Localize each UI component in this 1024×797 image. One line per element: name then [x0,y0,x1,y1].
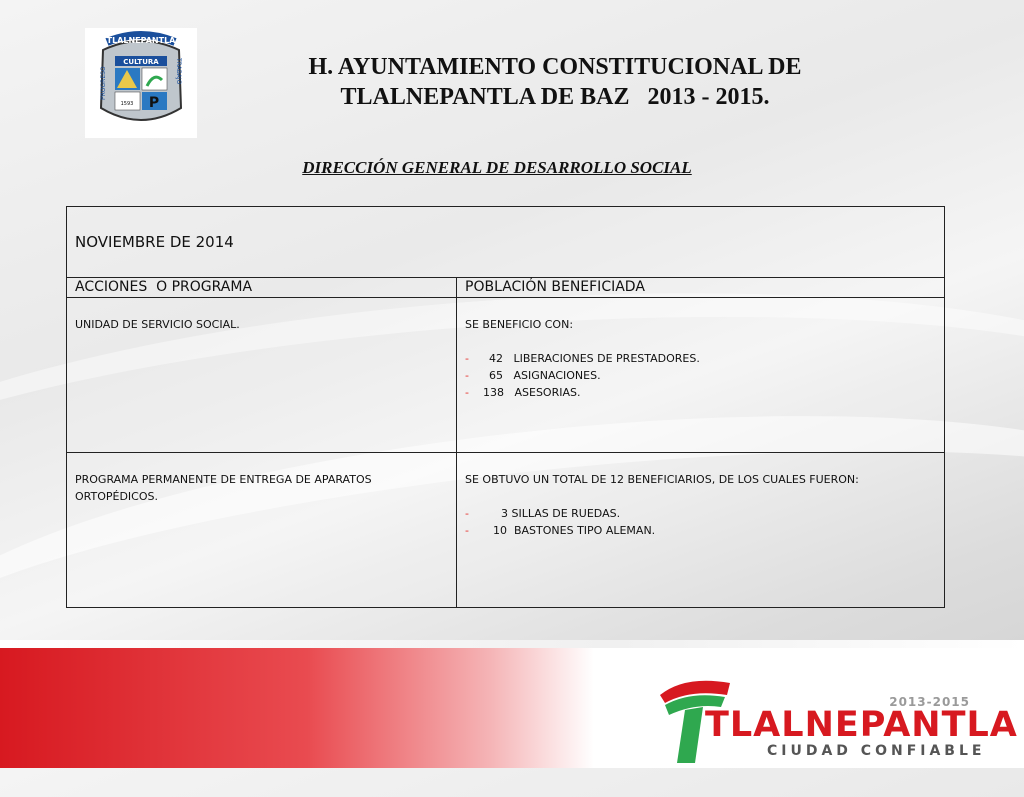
beneficiaries-intro: SE BENEFICIO CON: [465,318,574,331]
list-item: - 42 LIBERACIONES DE PRESTADORES. [465,352,700,365]
title-line-1: H. AYUNTAMIENTO CONSTITUCIONAL DE [308,54,802,80]
svg-text:P: P [148,95,160,111]
municipal-seal-logo [85,28,197,138]
action-cell: PROGRAMA PERMANENTE DE ENTREGA DE APARATOS ORTOPÉDICOS. [67,453,457,608]
page-title [230,52,880,112]
logo-period: 2013-2015 [889,695,970,709]
beneficiaries-cell [457,453,945,608]
column-header-actions: ACCIONES O PROGRAMA [67,278,457,298]
dash-bullet-icon: - [465,369,469,382]
list-item: - 138 ASESORIAS. [465,386,581,399]
column-header-population: POBLACIÓN BENEFICIADA [457,278,945,298]
list-item: - 3 SILLAS DE RUEDAS. [465,507,621,520]
logo-tagline: CIUDAD CONFIABLE [767,743,986,759]
dash-bullet-icon: - [465,507,469,520]
title-line-2: TLALNEPANTLA DE BAZ 2013 - 2015. [340,84,770,110]
action-cell: UNIDAD DE SERVICIO SOCIAL. [67,298,457,453]
beneficiaries-intro: SE OBTUVO UN TOTAL DE 12 BENEFICIARIOS, DE LOS CUALES FUERON: [465,473,859,486]
seal-right-text: TRABAJO [175,58,182,85]
department-subtitle: DIRECCIÓN GENERAL DE DESARROLLO SOCIAL [302,158,692,177]
month-cell: NOVIEMBRE DE 2014 [67,207,945,278]
beneficiaries-cell [457,298,945,453]
dash-bullet-icon: - [465,352,469,365]
seal-band-text: CULTURA [123,58,159,66]
seal-date: 1593 [120,101,134,107]
seal-top-text: TLALNEPANTLA [106,36,176,45]
seal-left-text: PROGRESO [100,66,107,100]
dash-bullet-icon: - [465,386,469,399]
tlalnepantla-logo [655,665,1018,765]
list-item: - 10 BASTONES TIPO ALEMAN. [465,524,656,537]
list-item: - 65 ASIGNACIONES. [465,369,601,382]
table-row [67,453,945,608]
report-table [66,206,945,608]
logo-name: TLALNEPANTLA [705,705,1018,745]
dash-bullet-icon: - [465,524,469,537]
table-row [67,298,945,453]
